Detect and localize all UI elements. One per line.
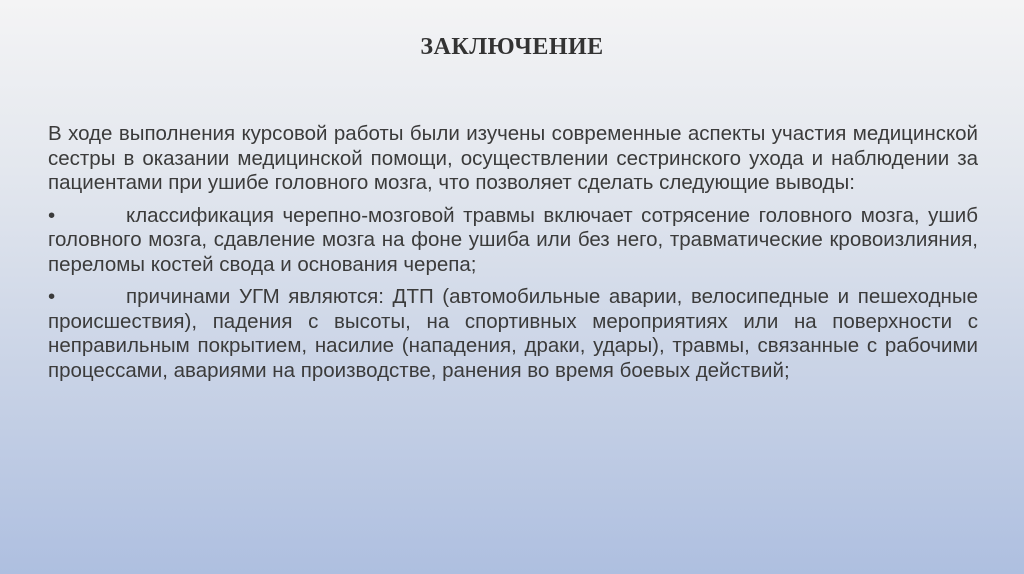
bullet-text: классификация черепно-мозговой травмы включает сотрясение головного мозга, ушиб головного мозга, сдавление мозга на фоне ушиба или без него, травматические кровоизлияния, переломы костей свода и основания черепа;	[48, 203, 978, 276]
bullet-item-classification	[48, 204, 978, 278]
slide-title: ЗАКЛЮЧЕНИЕ	[420, 34, 604, 60]
bullet-marker: •	[48, 203, 56, 227]
bullet-text: причинами УГМ являются: ДТП (автомобильные аварии, велосипедные и пешеходные происшествия), падения с высоты, на спортивных мероприятиях или на поверхности с неправильным покрытием, насилие (нападения, драки, удары), травмы, связанные с рабочими процессами, авариями на производстве, ранения во время боевых действий;	[48, 285, 978, 382]
bullet-marker: •	[48, 285, 56, 308]
slide-body	[48, 122, 978, 391]
intro-paragraph: В ходе выполнения курсовой работы были изучены современные аспекты участия медицинской сестры в оказании медицинской помощи, осуществлении сестринского ухода и наблюдении за пациентами при ушибе головного мозга, что позволяет сделать следующие выводы:	[48, 122, 978, 194]
bullet-item-causes	[48, 285, 978, 383]
